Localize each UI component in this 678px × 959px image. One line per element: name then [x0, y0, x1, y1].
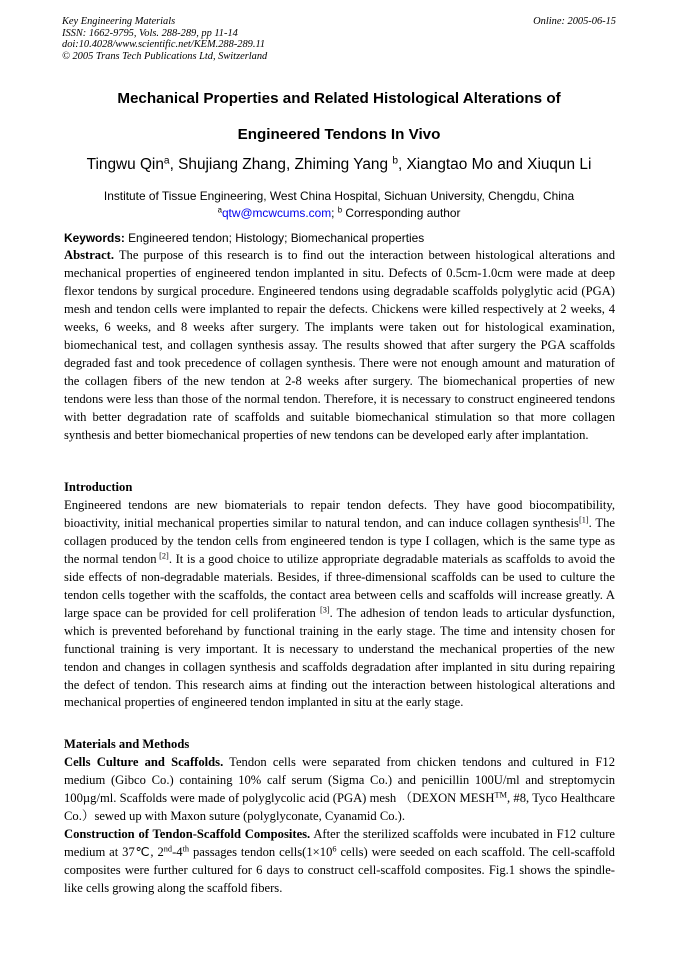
author-1: Tingwu Qin — [86, 156, 164, 173]
doi-line: doi:10.4028/www.scientific.net/KEM.288-289.11 — [62, 39, 266, 50]
contact-line — [40, 206, 638, 220]
intro-text-4: . The adhesion of tendon leads to articular dysfunction, which is prevented beforehand by functional training in the early stage. The time and intensity chosen for functional training is very important. It is necessary to understand the mechanical properties of the new tendon and changes in collagen synthesis and scaffolds degradation after implanted in situ during repairing the defect of tendon. This research aims at finding out the interaction between histological alterations and mechanical properties of engineered tendon implanted in situ at the early stage. — [64, 605, 615, 710]
intro-text-2: . The collagen produced by the tendon cells from engineered tendon is type I collagen, which is the same type as the normal tendon — [64, 515, 615, 566]
ordinal-nd: nd — [163, 844, 173, 854]
author-3: , Xiangtao Mo and Xiuqun Li — [397, 156, 592, 173]
citation-2: [2] — [156, 551, 169, 561]
introduction-heading: Introduction — [64, 480, 133, 494]
email-link[interactable]: qtw@mcwcums.com — [221, 206, 332, 220]
construct-text-4: cells) were seeded on each scaffold. The cell-scaffold composites were further cultured for 6 days to construct cell-scaffold composites. Fig.1 shows the spindle-like cells growing along the scaffold fibers. — [64, 844, 615, 895]
methods-heading: Materials and Methods — [64, 737, 190, 751]
cells-text-1: Tendon cells were separated from chicken tendons and cultured in F12 medium (Gibco Co.) containing 10% calf serum (Sigma Co.) and penicillin 100U/ml and streptomycin 100µg/ml. Scaffolds were made of polyglycolic acid (PGA) mesh （DEXON MESH — [64, 755, 615, 805]
running-header — [62, 16, 616, 62]
exponent-6: 6 — [332, 844, 337, 854]
author-1-marker: a — [163, 155, 170, 167]
construct-text-3: passages tendon cells(1×10 — [189, 844, 333, 859]
abstract-text: The purpose of this research is to find out the interaction between histological alterations and mechanical properties of engineered tendon implanted in situ. Defects of 0.5cm-1.0cm were made at deep flexor tendons by surgical procedure. Engineered tendons using degradable scaffolds polyglytic acid (PGA) mesh and tendon cells were implanted to repair the defects. Chickens were killed respectively at 2 weeks, 4 weeks, 6 weeks, and 8 weeks after surgery. The implants were taken out for histological examination, biomechanical test, and collagen synthesis assay. The results showed that after surgery the PGA scaffolds degraded fast and took precedence of collagen synthesis. There were not enough amount and maturation of the collagen fibers of the new tendon at 2-8 weeks after surgery. The biomechanical properties of new tendons were less than those of the normal tendon. Therefore, it is necessary to construct engineered tendons with better degradation rate of scaffolds and suitable biomechanical stimulation so that more collagen synthesis and better biomechanical properties of new tendons can be developed early after implantation. — [64, 248, 615, 442]
citation-1: [1] — [578, 515, 589, 525]
construct-text-1: After the sterilized scaffolds were incubated in F12 culture medium at 37℃, 2 — [64, 827, 615, 859]
author-2-marker: b — [392, 155, 398, 167]
methods-construction-paragraph — [64, 826, 615, 898]
introduction-paragraph — [64, 497, 615, 712]
issn-line: ISSN: 1662-9795, Vols. 288-289, pp 11-14 — [62, 27, 238, 39]
ordinal-th: th — [182, 844, 190, 854]
keywords — [64, 231, 624, 245]
corresponding-marker: b — [337, 205, 343, 215]
cells-culture-label: Cells Culture and Scaffolds. — [64, 755, 224, 769]
keywords-text: Engineered tendon; Histology; Biomechanical properties — [124, 231, 425, 245]
citation-3: [3] — [319, 605, 330, 615]
contact-separator: ; — [331, 206, 338, 220]
corresponding-author-note: Corresponding author — [342, 206, 461, 220]
methods-cells-paragraph — [64, 754, 615, 826]
author-list — [40, 156, 638, 174]
affiliation: Institute of Tissue Engineering, West China Hospital, Sichuan University, Chengdu, China — [103, 189, 575, 203]
intro-text-1: Engineered tendons are new biomaterials to repair tendon defects. They have good biocompatibility, bioactivity, initial mechanical properties similar to natural tendon, and can induce collagen synthesis — [64, 498, 615, 530]
keywords-label: Keywords: — [64, 231, 125, 245]
copyright-line: © 2005 Trans Tech Publications Ltd, Switzerland — [62, 50, 268, 62]
online-date: Online: 2005-06-15 — [533, 16, 616, 27]
abstract-paragraph — [64, 247, 615, 444]
email-marker: a — [217, 205, 222, 215]
intro-text-3: . It is a good choice to utilize appropriate degradable materials as scaffolds to avoid the side effects of non-degradable materials. Besides, if three-dimensional scaffolds can be used to culture the tendon cells together with the scaffolds, the contact area between cells and scaffolds will increase greatly. A large space can be provided for cell proliferation — [64, 551, 616, 620]
journal-name: Key Engineering Materials — [62, 16, 176, 27]
paper-title-line-2: Engineered Tendons In Vivo — [237, 126, 441, 143]
cells-text-2: , #8, Tyco Healthcare Co.）sewed up with Maxon suture (polyglyconate, Cyanamid Co.). — [64, 790, 615, 823]
construction-label: Construction of Tendon-Scaffold Composites. — [64, 827, 311, 841]
author-2: , Shujiang Zhang, Zhiming Yang — [169, 156, 393, 173]
trademark-marker: TM — [494, 790, 507, 800]
paper-title-line-1: Mechanical Properties and Related Histological Alterations of — [117, 90, 561, 107]
construct-text-2: -4 — [172, 844, 183, 859]
abstract-label: Abstract. — [64, 248, 115, 262]
